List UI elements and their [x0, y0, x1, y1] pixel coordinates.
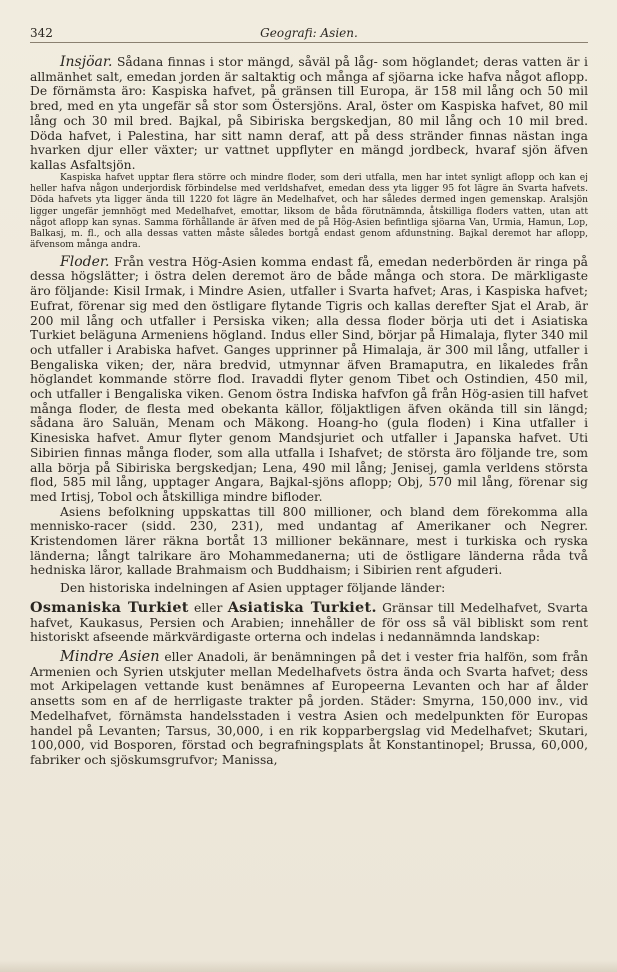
paragraph-asia-minor	[30, 650, 588, 768]
rivers-text: Från vestra Hög-Asien komma endast få, emedan nederbörden är ringa på dessa högslätter; i östra delen deremot äro de både många och stora. De märkligaste äro följande: Kisil Irmak, i Mindre Asien, utfaller i Svarta hafvet; Aras, i Kaspiska hafvet; Eufrat, förenar sig med den östligare flytande Tigris och kallas derefter Sjat el Arab, är 200 mil lång och utfaller i Persiska viken; alla dessa floder börja uti det i Asiatiska Turkiet beläguna Armeniens högland. Indus eller Sind, börjar på Himalaja, flyter 340 mil och utfaller i Arabiska hafvet. Ganges upprinner på Himalaja, är 300 mil lång, utfaller i Bengaliska viken; der, nära bredvid, utmynnar äfven Bramaputra, en likaledes från höglandet kommande större flod. Iravaddi flyter genom Tibet och Ostindien, 450 mil, och utfaller i Bengaliska viken. Genom östra Indiska hafvfon gå från Hög-asien till hafvet många floder, de flesta med obekanta källor, följaktligen äfven okända till sin längd; sådana äro Saluän, Menam och Mäkong. Hoang-ho (gula floden) i Kina utfaller i Kinesiska hafvet. Amur flyter genom Mandsjuriet och utfaller i Japanska hafvet. Uti Sibirien finnas många floder, som alla utfalla i Ishafvet; de största äro följande tre, som alla börja på Sibiriska bergskedjan; Lena, 490 mil lång; Jenisej, gamla verldens största flod, 585 mil lång, upptager Angara, Bajkal-sjöns aflopp; Obj, 570 mil lång, förenar sig med Irtisj, Tobol och åtskilliga mindre bifloder.	[30, 254, 588, 504]
paragraph-rivers	[30, 255, 588, 505]
page-header	[30, 26, 588, 43]
turkey-text: Gränsar till Medelhafvet, Svarta hafvet, Kaukasus, Persien och Arabien; innehåller de för oss så väl bibliskt som rent historiskt afseende märkvärdigaste orterna och indelas i nedannämnda landskap:	[30, 600, 588, 645]
asia-minor-text: eller Anadoli, är benämningen på det i vester fria halfön, som från Armenien och Syrien utskjuter mellan Medelhafvets östra ända och Svarta hafvet; dess mot Arkipelagen vettande kust benämnes af Europeerna Levanten och har af ålder ansetts som en af de herrligaste trakter på jorden. Städer: Smyrna, 150,000 inv., vid Medelhafvet, förnämsta handelsstaden i vestra Asien och medelpunkten för Europas handel på Levanten; Tarsus, 30,000, i en rik kopparbergslag vid Medelhafvet; Skutari, 100,000, vid Bosporen, förstad och begrafningsplats åt Konstantinopel; Brussa, 60,000, fabriker och sjöskumsgrufvor; Manissa,	[30, 649, 588, 767]
running-title: Geografi: Asien.	[260, 26, 358, 40]
rivers-heading: Floder.	[60, 253, 110, 270]
lakes-note: Kaspiska hafvet upptar flera större och mindre floder, som deri utfalla, men har intet synligt aflopp och kan ej heller hafva någon underjordisk förbindelse med verldshafvet, emedan dess yta ligger 95 fot lägre än Svarta hafvets. Döda hafvets yta ligger ända till 1220 fot lägre än Medelhafvet, och har således dermed ingen gemenskap. Aralsjön ligger ungefär jemnhögt med Medelhafvet, emottar, liksom de båda förutnämnda, åtskilliga floders vatten, utan att något aflopp kan synas. Samma förhållande är äfven med de på Hög-Asien befintliga sjöarna Van, Urmia, Hamun, Lop, Balkasj, m. fl., och alla dessas vatten måste således bortgå endast genom afdunstning. Bajkal deremot har aflopp, äfvensom många andra.	[30, 172, 588, 251]
paragraph-lakes	[30, 55, 588, 173]
paragraph-population: Asiens befolkning uppskattas till 800 millioner, och bland dem förekomma alla mennisko-racer (sidd. 230, 231), med undantag af Amerikaner och Negrer. Kristendomen lärer räkna bortåt 13 millioner bekännare, mest i turkiska och ryska länderna; långt talrikare äro Mohammedanerna; uti de östligare länderna råda två hedniska läror, kallade Brahmaism och Buddhaism; i Sibirien rent afguderi.	[30, 504, 588, 578]
asia-minor-heading: Mindre Asien	[60, 648, 160, 665]
turkey-heading-b: Asiatiska Turkiet.	[227, 598, 377, 616]
turkey-heading-a: Osmaniska Turkiet	[30, 598, 189, 616]
lakes-text: Sådana finnas i stor mängd, såväl på låg- som höglandet; deras vatten är i allmänhet salt, emedan jorden är saltaktig och många af sjöarna icke hafva något aflopp. De förnämsta äro: Kaspiska hafvet, på gränsen till Europa, är 158 mil lång och 50 mil bred, med en yta ungefär så stor som Östersjöns. Aral, öster om Kaspiska hafvet, 80 mil lång och 30 mil bred. Bajkal, på Sibiriska bergskedjan, 80 mil lång och 10 mil bred. Döda hafvet, i Palestina, har sitt namn deraf, att på dess stränder finnas nästan inga hvarken djur eller växter; ur vattnet uppflyter en mängd jordbeck, hvaraf sjön äfven kallas Asfaltsjön.	[30, 55, 588, 172]
paragraph-turkey	[30, 598, 588, 645]
page-number: 342	[30, 26, 53, 40]
page-edge-shadow	[0, 960, 617, 972]
paragraph-division-intro: Den historiska indelningen af Asien upptager följande länder:	[60, 581, 446, 596]
turkey-heading-connector: eller	[188, 600, 228, 615]
lakes-heading: Insjöar.	[60, 54, 113, 70]
